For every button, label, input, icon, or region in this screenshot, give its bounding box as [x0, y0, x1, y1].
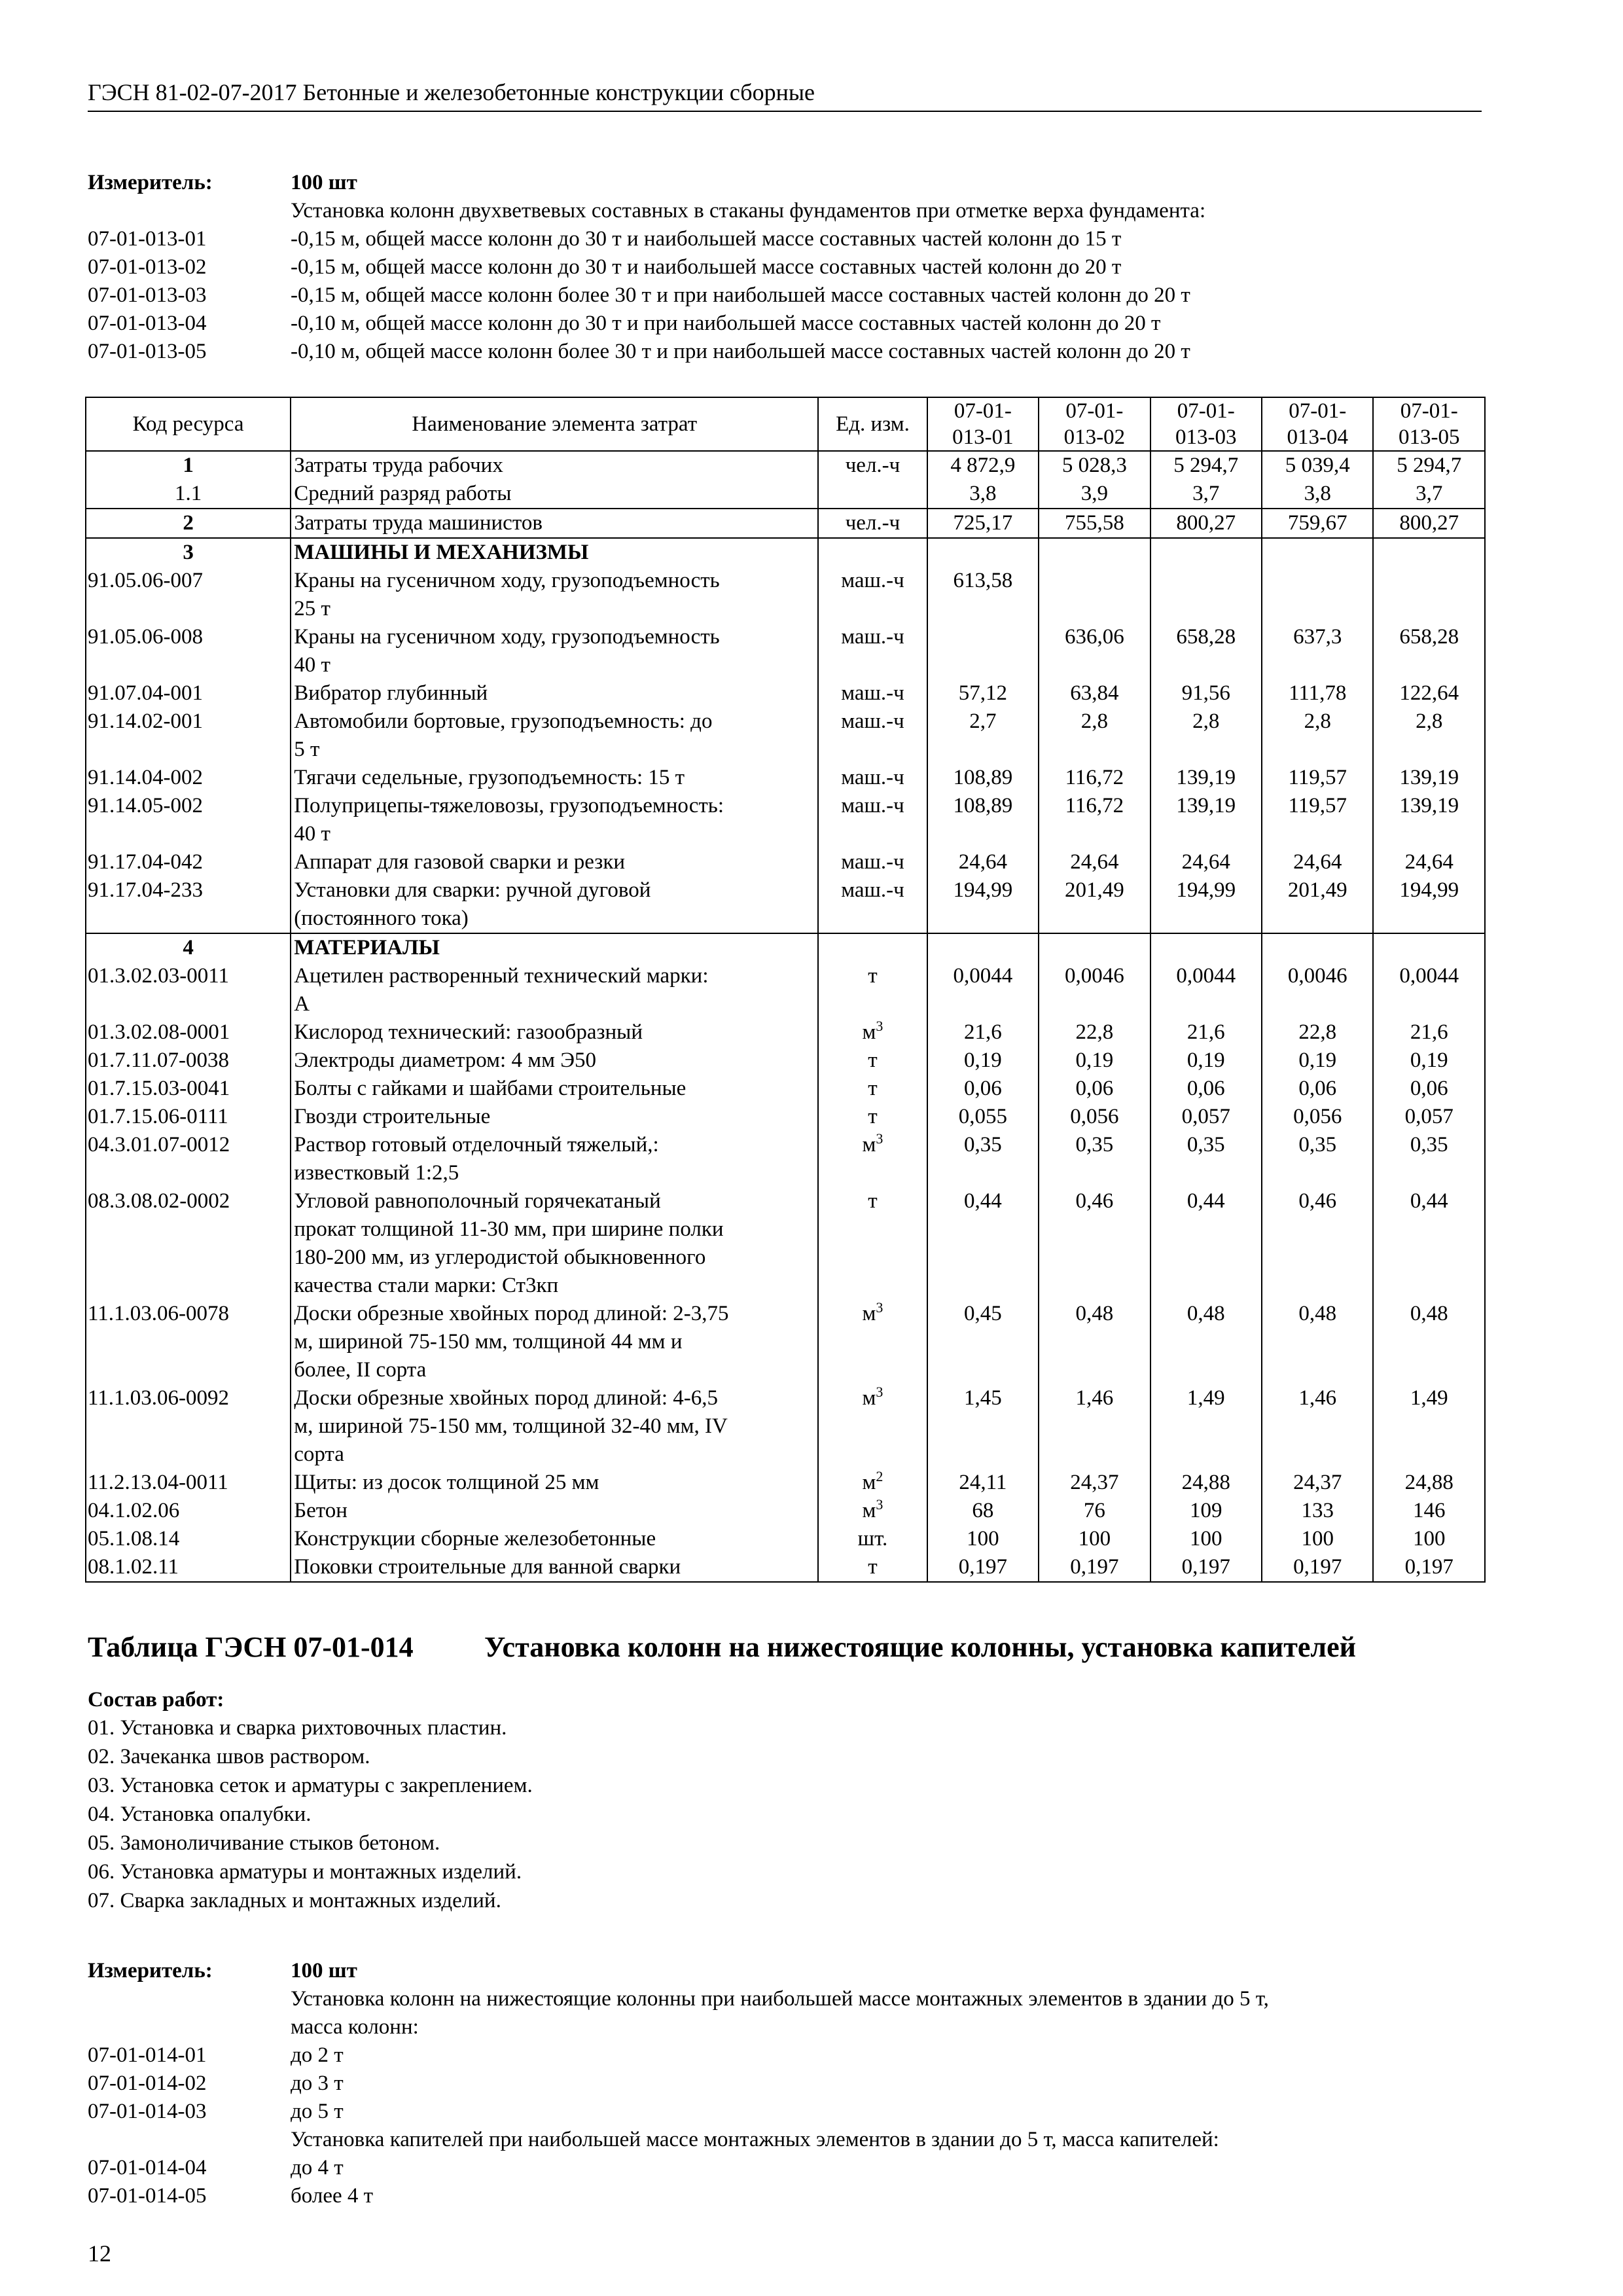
resource-unit: маш.-ч [818, 848, 927, 876]
value-cell [1150, 933, 1262, 962]
table-row [86, 567, 1485, 623]
value-cell: 146 [1373, 1497, 1485, 1525]
value-cell: 5 028,3 [1039, 451, 1150, 480]
value-cell: 91,56 [1150, 679, 1262, 708]
table-row [86, 1300, 1485, 1384]
value-cell: 21,6 [1373, 1018, 1485, 1047]
value-cell: 0,0046 [1262, 962, 1373, 1018]
value-cell: 0,35 [1039, 1131, 1150, 1187]
work-item: 06. Установка арматуры и монтажных изделий. [88, 1860, 522, 1884]
value-cell: 0,0046 [1039, 962, 1150, 1018]
value-cell: 24,64 [1373, 848, 1485, 876]
resource-unit [818, 933, 927, 962]
table-row [86, 509, 1485, 538]
value-cell: 5 294,7 [1150, 451, 1262, 480]
value-cell: 133 [1262, 1497, 1373, 1525]
measure-unit: 100 шт [291, 171, 357, 194]
resource-code: 1 [86, 451, 291, 480]
value-cell: 76 [1039, 1497, 1150, 1525]
value-cell: 0,48 [1039, 1300, 1150, 1384]
work-item: 05. Замоноличивание стыков бетоном. [88, 1831, 440, 1855]
value-cell: 0,197 [1039, 1553, 1150, 1582]
value-cell: 0,48 [1373, 1300, 1485, 1384]
measure-item [88, 338, 1495, 366]
header-col-5: 07-01- 013-05 [1373, 397, 1485, 451]
value-cell: 3,8 [927, 480, 1039, 509]
value-cell: 2,8 [1262, 708, 1373, 764]
value-cell: 0,48 [1262, 1300, 1373, 1384]
measure-item-text: до 5 т [291, 2100, 344, 2123]
table-row [86, 451, 1485, 480]
measure-item-code: 07-01-013-01 [88, 227, 207, 251]
resource-code: 91.05.06-007 [86, 567, 291, 623]
table-row [86, 1131, 1485, 1187]
value-cell: 1,46 [1262, 1384, 1373, 1469]
value-cell: 0,44 [1150, 1187, 1262, 1300]
value-cell: 759,67 [1262, 509, 1373, 538]
measure-intro-cont: масса колонн: [291, 2015, 419, 2039]
value-cell: 0,19 [1039, 1047, 1150, 1075]
value-cell: 1,49 [1373, 1384, 1485, 1469]
value-cell: 1,45 [927, 1384, 1039, 1469]
works-composition [88, 1686, 1462, 1916]
measure-item-text: -0,15 м, общей массе колонн более 30 т и при наибольшей массе составных частей колонн до 20 т [291, 283, 1190, 307]
value-cell: 139,19 [1373, 764, 1485, 792]
value-cell: 0,197 [927, 1553, 1039, 1582]
value-cell [927, 538, 1039, 567]
table-row [86, 792, 1485, 848]
resource-code: 01.3.02.08-0001 [86, 1018, 291, 1047]
table-row [86, 848, 1485, 876]
value-cell [1150, 567, 1262, 623]
table-row [86, 1018, 1485, 1047]
table-row [86, 1469, 1485, 1497]
resource-code: 01.7.15.06-0111 [86, 1103, 291, 1131]
table-row [86, 764, 1485, 792]
value-cell: 122,64 [1373, 679, 1485, 708]
table-row [86, 1553, 1485, 1582]
value-cell [1039, 567, 1150, 623]
resource-name: МАТЕРИАЛЫ [291, 933, 818, 962]
value-cell [927, 933, 1039, 962]
measure-item [88, 2154, 1495, 2182]
header-unit: Ед. изм. [818, 397, 927, 451]
value-cell: 0,35 [1150, 1131, 1262, 1187]
table-row [86, 1103, 1485, 1131]
resource-unit: маш.-ч [818, 764, 927, 792]
value-cell: 800,27 [1373, 509, 1485, 538]
measure-item-code: 07-01-013-05 [88, 340, 207, 363]
measure-item-text: -0,15 м, общей массе колонн до 30 т и наибольшей массе составных частей колонн до 15 т [291, 227, 1122, 251]
page-header: ГЭСН 81-02-07-2017 Бетонные и железобетонные конструкции сборные [88, 77, 1482, 112]
value-cell: 100 [1150, 1525, 1262, 1553]
value-cell: 24,64 [927, 848, 1039, 876]
measure-block-013 [88, 169, 1495, 366]
value-cell: 0,06 [1039, 1075, 1150, 1103]
resource-unit: маш.-ч [818, 708, 927, 764]
measure-item [88, 2070, 1495, 2098]
table-row [86, 962, 1485, 1018]
value-cell: 24,64 [1039, 848, 1150, 876]
work-item: 07. Сварка закладных и монтажных изделий. [88, 1889, 501, 1912]
value-cell: 139,19 [1150, 792, 1262, 848]
resource-name: Кислород технический: газообразный [291, 1018, 818, 1047]
value-cell: 0,197 [1150, 1553, 1262, 1582]
resource-code: 2 [86, 509, 291, 538]
value-cell: 2,8 [1039, 708, 1150, 764]
value-cell: 0,48 [1150, 1300, 1262, 1384]
value-cell: 0,46 [1039, 1187, 1150, 1300]
table-title [88, 1628, 1527, 1666]
value-cell: 22,8 [1039, 1018, 1150, 1047]
measure-item-code: 07-01-014-02 [88, 2072, 207, 2095]
resource-code: 01.3.02.03-0011 [86, 962, 291, 1018]
table-row [86, 623, 1485, 679]
value-cell: 21,6 [1150, 1018, 1262, 1047]
measure-item-code: 07-01-013-03 [88, 283, 207, 307]
resource-unit: т [818, 1103, 927, 1131]
resource-unit: чел.-ч [818, 509, 927, 538]
table-row [86, 679, 1485, 708]
measure-item-text: до 4 т [291, 2156, 344, 2179]
value-cell: 755,58 [1039, 509, 1150, 538]
value-cell [1373, 538, 1485, 567]
value-cell [927, 623, 1039, 679]
resource-code: 91.14.05-002 [86, 792, 291, 848]
value-cell: 2,8 [1373, 708, 1485, 764]
resource-code: 1.1 [86, 480, 291, 509]
value-cell: 658,28 [1373, 623, 1485, 679]
measure-item [88, 2098, 1495, 2126]
value-cell [1373, 933, 1485, 962]
value-cell: 24,88 [1150, 1469, 1262, 1497]
table-title-code: Таблица ГЭСН 07-01-014 [88, 1631, 414, 1663]
resource-name: Щиты: из досок толщиной 25 мм [291, 1469, 818, 1497]
value-cell: 0,19 [1262, 1047, 1373, 1075]
measure-intro: Установка колонн на нижестоящие колонны при наибольшей массе монтажных элементов в здании до 5 т, [291, 1987, 1269, 2011]
resource-name: МАШИНЫ И МЕХАНИЗМЫ [291, 538, 818, 567]
value-cell: 0,19 [927, 1047, 1039, 1075]
value-cell: 0,06 [1262, 1075, 1373, 1103]
value-cell: 5 039,4 [1262, 451, 1373, 480]
resource-name: Краны на гусеничном ходу, грузоподъемность 40 т [291, 623, 818, 679]
value-cell: 100 [1373, 1525, 1485, 1553]
value-cell [1150, 538, 1262, 567]
value-cell [1262, 538, 1373, 567]
resource-code: 4 [86, 933, 291, 962]
value-cell: 0,06 [1373, 1075, 1485, 1103]
value-cell: 0,056 [1039, 1103, 1150, 1131]
measure-item-text: -0,10 м, общей массе колонн более 30 т и при наибольшей массе составных частей колонн до 20 т [291, 340, 1190, 363]
value-cell: 0,057 [1373, 1103, 1485, 1131]
resource-name: Ацетилен растворенный технический марки: А [291, 962, 818, 1018]
value-cell: 108,89 [927, 764, 1039, 792]
value-cell: 201,49 [1262, 876, 1373, 933]
measure-item-text: более 4 т [291, 2184, 374, 2208]
measure-item-text: до 3 т [291, 2072, 344, 2095]
measure-item [88, 225, 1495, 253]
resource-unit: шт. [818, 1525, 927, 1553]
resource-code: 05.1.08.14 [86, 1525, 291, 1553]
value-cell: 613,58 [927, 567, 1039, 623]
resource-unit: $м^3$ [818, 1131, 927, 1187]
value-cell: 24,64 [1262, 848, 1373, 876]
value-cell: 1,46 [1039, 1384, 1150, 1469]
resource-name: Поковки строительные для ванной сварки [291, 1553, 818, 1582]
resource-code: 08.3.08.02-0002 [86, 1187, 291, 1300]
resource-name: Угловой равнополочный горячекатаный прокат толщиной 11-30 мм, при ширине полки 180-200 мм, из углеродистой обыкновенного качества стали марки: Ст3кп [291, 1187, 818, 1300]
value-cell: 3,7 [1150, 480, 1262, 509]
value-cell: 0,35 [927, 1131, 1039, 1187]
resource-unit: т [818, 1075, 927, 1103]
resource-unit [818, 538, 927, 567]
value-cell: 109 [1150, 1497, 1262, 1525]
value-cell: 57,12 [927, 679, 1039, 708]
resource-unit: $м^3$ [818, 1300, 927, 1384]
value-cell: 63,84 [1039, 679, 1150, 708]
value-cell: 0,0044 [1373, 962, 1485, 1018]
value-cell: 22,8 [1262, 1018, 1373, 1047]
resource-name: Средний разряд работы [291, 480, 818, 509]
value-cell: 0,45 [927, 1300, 1039, 1384]
value-cell: 0,055 [927, 1103, 1039, 1131]
resource-name: Гвозди строительные [291, 1103, 818, 1131]
measure-item-code: 07-01-013-04 [88, 312, 207, 335]
resource-unit: т [818, 962, 927, 1018]
measure-item [88, 2041, 1495, 2070]
value-cell [1039, 933, 1150, 962]
resource-code: 91.17.04-233 [86, 876, 291, 933]
value-cell: 201,49 [1039, 876, 1150, 933]
value-cell: 0,35 [1262, 1131, 1373, 1187]
works-heading: Состав работ: [88, 1688, 224, 1712]
resource-unit: $м^3$ [818, 1497, 927, 1525]
resource-name: Доски обрезные хвойных пород длиной: 4-6,5 м, шириной 75-150 мм, толщиной 32-40 мм, IV сорта [291, 1384, 818, 1469]
resource-unit: маш.-ч [818, 792, 927, 848]
resource-name: Доски обрезные хвойных пород длиной: 2-3,75 м, шириной 75-150 мм, толщиной 44 мм и более, II сорта [291, 1300, 818, 1384]
value-cell: 0,46 [1262, 1187, 1373, 1300]
resource-name: Бетон [291, 1497, 818, 1525]
measure-item [88, 281, 1495, 310]
value-cell: 0,06 [927, 1075, 1039, 1103]
resource-code: 11.1.03.06-0078 [86, 1300, 291, 1384]
value-cell: 24,88 [1373, 1469, 1485, 1497]
value-cell: 0,197 [1373, 1553, 1485, 1582]
table-row [86, 708, 1485, 764]
resource-code: 11.1.03.06-0092 [86, 1384, 291, 1469]
table-row [86, 538, 1485, 567]
value-cell [1373, 567, 1485, 623]
work-item: 03. Установка сеток и арматуры с закреплением. [88, 1774, 533, 1797]
table-row [86, 480, 1485, 509]
value-cell: 119,57 [1262, 764, 1373, 792]
resource-unit: маш.-ч [818, 567, 927, 623]
value-cell: 100 [1262, 1525, 1373, 1553]
value-cell: 0,057 [1150, 1103, 1262, 1131]
resource-code: 08.1.02.11 [86, 1553, 291, 1582]
resource-name: Аппарат для газовой сварки и резки [291, 848, 818, 876]
resource-unit: чел.-ч [818, 451, 927, 480]
value-cell: 3,9 [1039, 480, 1150, 509]
value-cell: 637,3 [1262, 623, 1373, 679]
measure-item [88, 310, 1495, 338]
measure-unit: 100 шт [291, 1959, 357, 1982]
header-col-4: 07-01- 013-04 [1262, 397, 1373, 451]
measure-item-text: -0,15 м, общей массе колонн до 30 т и наибольшей массе составных частей колонн до 20 т [291, 255, 1122, 279]
value-cell: 68 [927, 1497, 1039, 1525]
header-col-2: 07-01- 013-02 [1039, 397, 1150, 451]
resource-unit: т [818, 1553, 927, 1582]
value-cell: 636,06 [1039, 623, 1150, 679]
resource-name: Вибратор глубинный [291, 679, 818, 708]
resource-unit: $м^3$ [818, 1384, 927, 1469]
value-cell [1262, 567, 1373, 623]
value-cell: 21,6 [927, 1018, 1039, 1047]
resource-unit: маш.-ч [818, 679, 927, 708]
resource-code: 11.2.13.04-0011 [86, 1469, 291, 1497]
value-cell: 111,78 [1262, 679, 1373, 708]
value-cell: 24,64 [1150, 848, 1262, 876]
resource-unit: т [818, 1187, 927, 1300]
value-cell: 0,19 [1150, 1047, 1262, 1075]
value-cell: 5 294,7 [1373, 451, 1485, 480]
header-name: Наименование элемента затрат [291, 397, 818, 451]
value-cell: 24,11 [927, 1469, 1039, 1497]
measure-item-code: 07-01-014-05 [88, 2184, 207, 2208]
value-cell: 119,57 [1262, 792, 1373, 848]
resource-unit: т [818, 1047, 927, 1075]
resource-name: Краны на гусеничном ходу, грузоподъемность 25 т [291, 567, 818, 623]
value-cell: 108,89 [927, 792, 1039, 848]
resource-unit: маш.-ч [818, 623, 927, 679]
measure-item [88, 253, 1495, 281]
resource-code: 3 [86, 538, 291, 567]
page-number: 12 [88, 2240, 111, 2267]
measure-intro-2: Установка капителей при наибольшей массе монтажных элементов в здании до 5 т, масса капителей: [291, 2128, 1219, 2151]
value-cell: 100 [927, 1525, 1039, 1553]
resource-name: Установки для сварки: ручной дуговой (постоянного тока) [291, 876, 818, 933]
measure-item-code: 07-01-014-01 [88, 2043, 207, 2067]
table-row [86, 1384, 1485, 1469]
table-row [86, 933, 1485, 962]
value-cell [1039, 538, 1150, 567]
value-cell: 116,72 [1039, 764, 1150, 792]
resource-unit [818, 480, 927, 509]
value-cell: 139,19 [1373, 792, 1485, 848]
resource-unit: маш.-ч [818, 876, 927, 933]
value-cell: 0,35 [1373, 1131, 1485, 1187]
value-cell: 725,17 [927, 509, 1039, 538]
value-cell: 658,28 [1150, 623, 1262, 679]
resource-name: Автомобили бортовые, грузоподъемность: до 5 т [291, 708, 818, 764]
value-cell: 100 [1039, 1525, 1150, 1553]
work-item: 04. Установка опалубки. [88, 1803, 312, 1826]
resource-unit: $м^2$ [818, 1469, 927, 1497]
measure-item [88, 2182, 1495, 2210]
measure-item-code: 07-01-014-03 [88, 2100, 207, 2123]
value-cell: 0,056 [1262, 1103, 1373, 1131]
value-cell: 0,0044 [927, 962, 1039, 1018]
value-cell: 2,8 [1150, 708, 1262, 764]
value-cell: 0,06 [1150, 1075, 1262, 1103]
value-cell: 0,197 [1262, 1553, 1373, 1582]
value-cell: 0,44 [927, 1187, 1039, 1300]
value-cell: 0,44 [1373, 1187, 1485, 1300]
value-cell: 2,7 [927, 708, 1039, 764]
table-title-text: Установка колонн на нижестоящие колонны, установка капителей [484, 1631, 1356, 1663]
resource-name: Болты с гайками и шайбами строительные [291, 1075, 818, 1103]
resource-name: Раствор готовый отделочный тяжелый,: известковый 1:2,5 [291, 1131, 818, 1187]
value-cell: 3,7 [1373, 480, 1485, 509]
resource-name: Тягачи седельные, грузоподъемность: 15 т [291, 764, 818, 792]
value-cell: 1,49 [1150, 1384, 1262, 1469]
resource-code: 04.3.01.07-0012 [86, 1131, 291, 1187]
table-row [86, 1075, 1485, 1103]
value-cell: 194,99 [927, 876, 1039, 933]
resource-name: Конструкции сборные железобетонные [291, 1525, 818, 1553]
table-row [86, 876, 1485, 933]
resource-code: 91.05.06-008 [86, 623, 291, 679]
measure-block-014 [88, 1957, 1495, 2210]
table-row [86, 1047, 1485, 1075]
resource-code: 91.14.02-001 [86, 708, 291, 764]
table-row [86, 1187, 1485, 1300]
value-cell: 0,0044 [1150, 962, 1262, 1018]
resource-code: 91.14.04-002 [86, 764, 291, 792]
measure-label: Измеритель: [88, 171, 213, 194]
value-cell: 4 872,9 [927, 451, 1039, 480]
resource-table [85, 397, 1486, 1583]
value-cell: 3,8 [1262, 480, 1373, 509]
resource-code: 01.7.11.07-0038 [86, 1047, 291, 1075]
resource-name: Полуприцепы-тяжеловозы, грузоподъемность: 40 т [291, 792, 818, 848]
resource-name: Затраты труда рабочих [291, 451, 818, 480]
value-cell [1262, 933, 1373, 962]
resource-unit: $м^3$ [818, 1018, 927, 1047]
measure-intro: Установка колонн двухветвевых составных в стаканы фундаментов при отметке верха фундамента: [291, 199, 1206, 223]
work-item: 01. Установка и сварка рихтовочных пластин. [88, 1716, 507, 1740]
measure-item-text: до 2 т [291, 2043, 344, 2067]
header-code: Код ресурса [86, 397, 291, 451]
work-item: 02. Зачеканка швов раствором. [88, 1745, 370, 1768]
measure-item-code: 07-01-013-02 [88, 255, 207, 279]
value-cell: 24,37 [1039, 1469, 1150, 1497]
value-cell: 194,99 [1373, 876, 1485, 933]
resource-code: 04.1.02.06 [86, 1497, 291, 1525]
header-col-3: 07-01- 013-03 [1150, 397, 1262, 451]
resource-name: Электроды диаметром: 4 мм Э50 [291, 1047, 818, 1075]
value-cell: 24,37 [1262, 1469, 1373, 1497]
measure-item-text: -0,10 м, общей массе колонн до 30 т и при наибольшей массе составных частей колонн до 20 т [291, 312, 1161, 335]
header-col-1: 07-01- 013-01 [927, 397, 1039, 451]
measure-item-code: 07-01-014-04 [88, 2156, 207, 2179]
value-cell: 139,19 [1150, 764, 1262, 792]
table-row [86, 1497, 1485, 1525]
table-row [86, 1525, 1485, 1553]
resource-code: 91.17.04-042 [86, 848, 291, 876]
value-cell: 194,99 [1150, 876, 1262, 933]
value-cell: 0,19 [1373, 1047, 1485, 1075]
measure-label: Измеритель: [88, 1959, 213, 1982]
resource-code: 01.7.15.03-0041 [86, 1075, 291, 1103]
resource-name: Затраты труда машинистов [291, 509, 818, 538]
resource-code: 91.07.04-001 [86, 679, 291, 708]
value-cell: 116,72 [1039, 792, 1150, 848]
value-cell: 800,27 [1150, 509, 1262, 538]
